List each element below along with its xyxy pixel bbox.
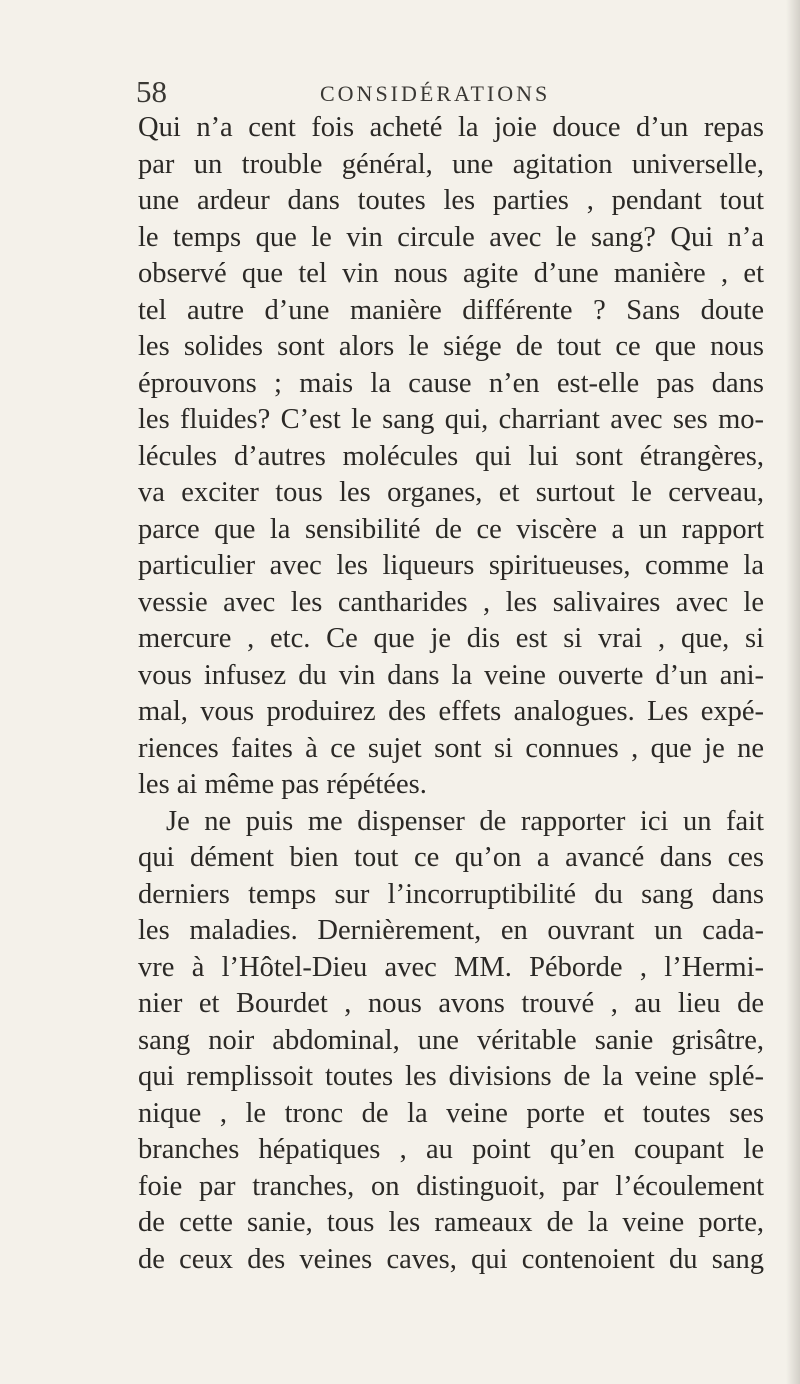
text-line: le temps que le vin circule avec le sang? Qui n’a	[138, 221, 764, 253]
text-line: lécules d’autres molécules qui lui sont étrangères,	[138, 440, 764, 472]
page-number: 58	[136, 74, 167, 109]
page-header	[0, 72, 800, 112]
text-line: les fluides? C’est le sang qui, charriant avec ses mo-	[138, 404, 764, 435]
text-line: nique , le tronc de la veine porte et toutes ses	[138, 1097, 764, 1129]
text-line: une ardeur dans toutes les parties , pendant tout	[138, 185, 764, 216]
text-line: de ceux des veines caves, qui contenoient du sang	[138, 1243, 764, 1275]
text-line: parce que la sensibilité de ce viscère a un rapport	[138, 513, 764, 545]
text-line: va exciter tous les organes, et surtout le cerveau,	[138, 477, 764, 508]
text-line: qui dément bien tout ce qu’on a avancé dans ces	[138, 842, 764, 873]
text-line-paragraph-end: les ai même pas répétées.	[138, 769, 427, 800]
text-line: branches hépatiques , au point qu’en coupant le	[138, 1134, 764, 1165]
text-line: qui remplissoit toutes les divisions de la veine splé-	[138, 1061, 764, 1092]
body-text	[138, 110, 764, 1278]
text-line: derniers temps sur l’incorruptibilité du sang dans	[138, 878, 764, 910]
page-edge-shadow	[786, 0, 800, 1384]
text-line: par un trouble général, une agitation universelle,	[138, 148, 764, 180]
text-line-paragraph-start: Je ne puis me dispenser de rapporter ici un fait	[166, 805, 764, 837]
text-line: riences faites à ce sujet sont si connues , que je ne	[138, 732, 764, 764]
text-line: les maladies. Dernièrement, en ouvrant un cada-	[138, 915, 764, 946]
text-line: observé que tel vin nous agite d’une manière , et	[138, 258, 764, 289]
text-line: mercure , etc. Ce que je dis est si vrai , que, si	[138, 623, 764, 654]
text-line: de cette sanie, tous les rameaux de la veine porte,	[138, 1207, 764, 1238]
text-line: Qui n’a cent fois acheté la joie douce d’un repas	[138, 112, 764, 143]
text-line: vessie avec les cantharides , les salivaires avec le	[138, 586, 764, 618]
text-line: éprouvons ; mais la cause n’en est-elle pas dans	[138, 367, 764, 399]
text-line: particulier avec les liqueurs spiritueuses, comme la	[138, 550, 764, 581]
text-line: foie par tranches, on distinguoit, par l’écoulement	[138, 1170, 764, 1202]
text-line: vre à l’Hôtel-Dieu avec MM. Péborde , l’Hermi-	[138, 951, 764, 983]
text-line: les solides sont alors le siége de tout ce que nous	[138, 331, 764, 362]
text-line: vous infusez du vin dans la veine ouverte d’un ani-	[138, 659, 764, 691]
text-line: tel autre d’une manière différente ? Sans doute	[138, 294, 764, 326]
running-title: CONSIDÉRATIONS	[320, 81, 551, 106]
text-line: sang noir abdominal, une véritable sanie grisâtre,	[138, 1024, 764, 1056]
text-line: nier et Bourdet , nous avons trouvé , au lieu de	[138, 988, 764, 1019]
text-line: mal, vous produirez des effets analogues. Les expé-	[138, 696, 764, 727]
